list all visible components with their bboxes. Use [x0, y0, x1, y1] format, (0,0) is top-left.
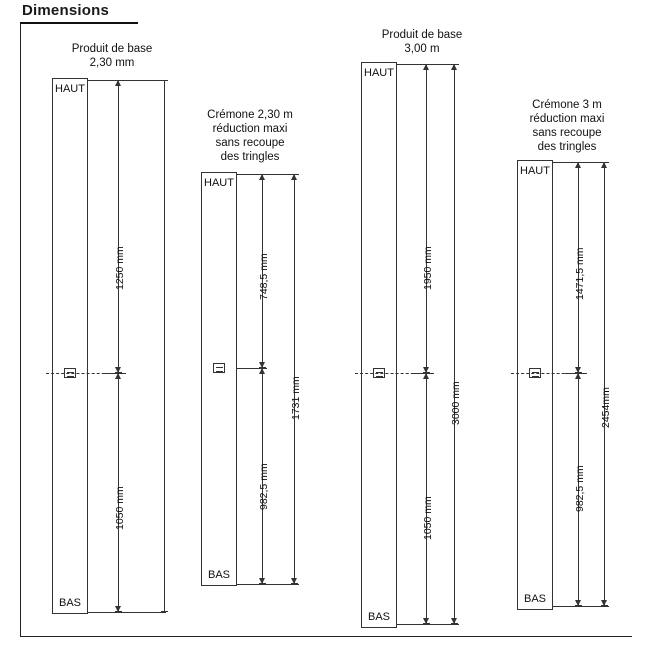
figure-3-dim-total-arrow-bottom [451, 618, 457, 624]
figure-4-caption-line-1: Crémone 3 m [532, 99, 602, 111]
figure-4-dim-total-arrow-bottom [601, 600, 607, 606]
figure-3-dim-lower-label: 1050 mm [422, 496, 434, 540]
figure-4-dim-upper-label: 1471,5 mm [574, 247, 586, 300]
figure-1-bar [52, 78, 88, 614]
figure-2-dim-lower-label: 982,5 mm [258, 463, 270, 510]
figure-3-dim-total-line [454, 64, 455, 624]
figure-3-ext-bottom [397, 624, 459, 625]
figure-2-caption [192, 108, 308, 164]
title-underline [20, 22, 138, 24]
figure-2-caption-line-4: des tringles [220, 151, 280, 163]
figure-3-dim-upper-label: 1950 mm [422, 246, 434, 290]
figure-3-bar [361, 62, 397, 628]
figure-4-caption-line-3: sans recoupe [532, 127, 602, 139]
figure-4-caption-line-2: réduction maxi [529, 113, 605, 125]
figure-2-ext-top [237, 174, 299, 175]
figure-1-dim-lower-arrow-bottom [115, 606, 121, 612]
figure-3-dim-upper-line [426, 64, 427, 373]
figure-4-dim-lower-arrow-top [575, 373, 581, 379]
figure-2-dim-upper-arrow-top [259, 174, 265, 180]
figure-1-dim-total-line [164, 80, 165, 612]
figure-1-dim-upper-arrow-top [115, 80, 121, 86]
figure-1-dim-upper-label: 1250 mm [114, 246, 126, 290]
figure-1-dim-lower-arrow-top [115, 373, 121, 379]
figure-1-caption [42, 42, 182, 70]
figure-4-ext-bottom [553, 606, 609, 607]
figure-2-dim-total-label: 1731 mm [290, 376, 302, 420]
figure-3-dim-lower-arrow-top [423, 373, 429, 379]
figure-2-dim-upper-label: 748,5 mm [258, 253, 270, 300]
figure-4-dim-upper-arrow-top [575, 162, 581, 168]
figure-1-bottom-label: BAS [58, 597, 81, 609]
figure-2-fitting-marker [213, 363, 225, 373]
figure-2-bottom-label: BAS [207, 569, 230, 581]
figure-2-dim-total-arrow-bottom [291, 578, 297, 584]
figure-4-top-label: HAUT [520, 165, 550, 177]
figure-3-dim-total-label: 3000 mm [450, 381, 462, 425]
figure-1-dim-upper-line [118, 80, 119, 373]
page-title: Dimensions [22, 2, 110, 19]
figure-1-dim-lower-label: 1050 mm [114, 486, 126, 530]
figure-4-dim-total-arrow-top [601, 162, 607, 168]
figure-1-caption-line-2: 2,30 mm [89, 57, 135, 69]
figure-1-ext-top [88, 80, 166, 81]
figure-4-bar [517, 160, 553, 610]
figure-3-caption-line-2: 3,00 m [404, 43, 440, 55]
figure-4-caption-line-4: des tringles [537, 141, 597, 153]
figure-2-dim-total-arrow-top [291, 174, 297, 180]
figure-3-bottom-label: BAS [367, 611, 390, 623]
figure-1-caption-line-1: Produit de base [71, 43, 153, 55]
frame-bottom-border [20, 636, 632, 637]
figure-4-dim-total-label: 2454mm [600, 387, 612, 428]
figure-2-ext-bottom [237, 584, 299, 585]
figure-3-caption [352, 28, 492, 56]
figure-1-ext-bottom [88, 612, 166, 613]
figure-2-caption-line-3: sans recoupe [215, 137, 285, 149]
figure-1-top-label: HAUT [55, 83, 85, 95]
figure-3-dim-lower-arrow-bottom [423, 618, 429, 624]
figure-3-caption-line-1: Produit de base [381, 29, 463, 41]
figure-4-caption [508, 98, 626, 154]
figure-2-top-label: HAUT [204, 177, 234, 189]
figure-2-caption-line-1: Crémone 2,30 m [207, 109, 293, 121]
figure-3-top-label: HAUT [364, 67, 394, 79]
figure-4-bottom-label: BAS [523, 593, 546, 605]
figure-2-dim-lower-arrow-bottom [259, 578, 265, 584]
figure-2-caption-line-2: réduction maxi [212, 123, 288, 135]
figure-3-dim-upper-arrow-top [423, 64, 429, 70]
figure-2-dim-lower-arrow-top [259, 368, 265, 374]
figure-4-dim-lower-label: 982,5 mm [574, 465, 586, 512]
figure-4-dim-lower-arrow-bottom [575, 600, 581, 606]
frame-left-border [20, 24, 21, 636]
figure-2-bar [201, 172, 237, 586]
figure-3-dim-total-arrow-top [451, 64, 457, 70]
figure-4-dim-total-line [604, 162, 605, 606]
